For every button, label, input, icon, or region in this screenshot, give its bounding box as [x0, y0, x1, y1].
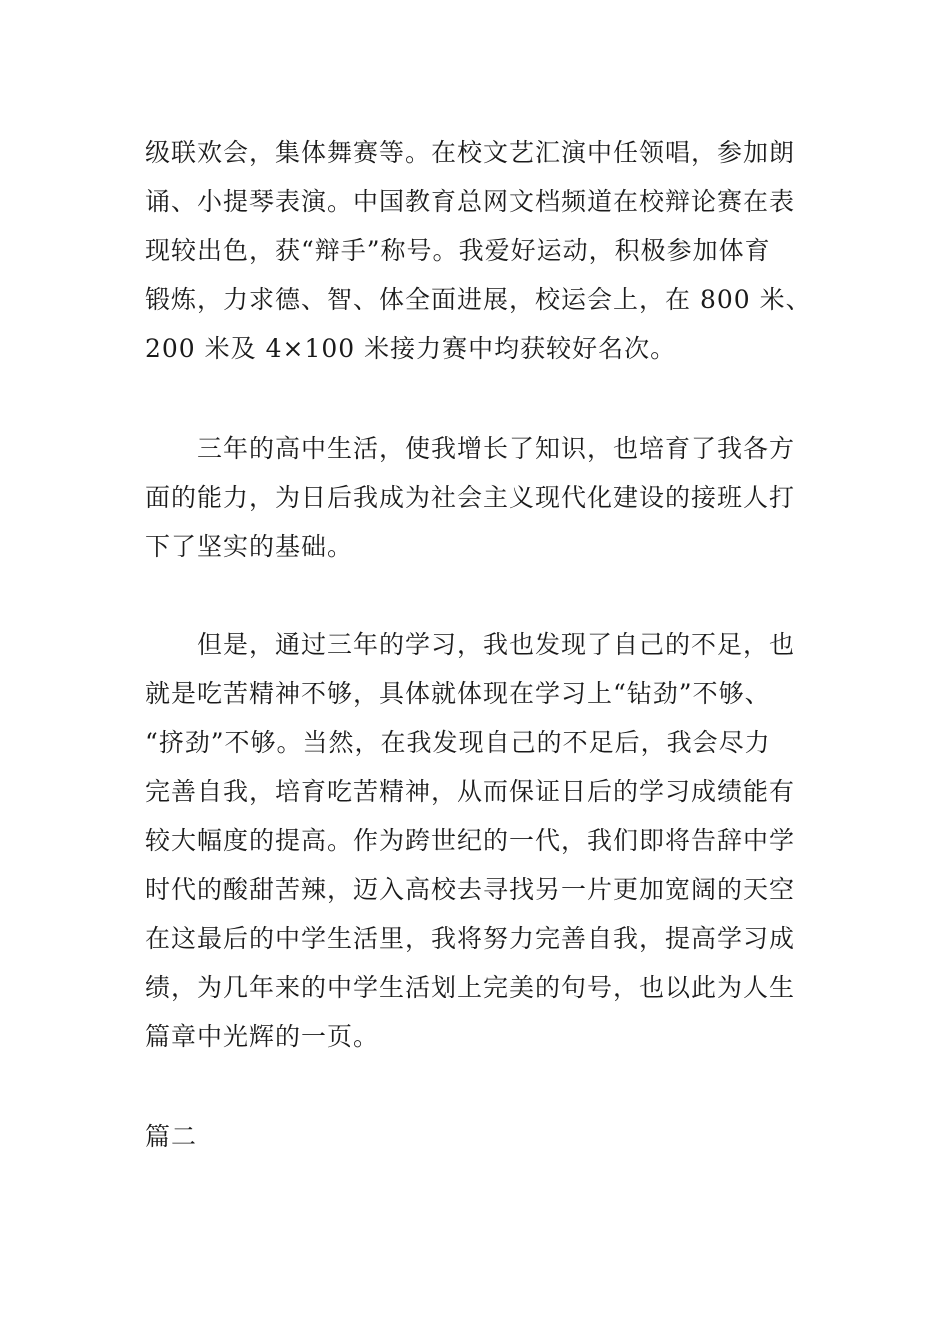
text-line: 级联欢会，集体舞赛等。在校文艺汇演中任领唱，参加朗: [145, 138, 796, 167]
text-line: 就是吃苦精神不够，具体就体现在学习上“钻劲”不够、: [145, 679, 771, 708]
text-line: 在这最后的中学生活里，我将努力完善自我，提高学习成: [145, 924, 796, 953]
text-line: 绩，为几年来的中学生活划上完美的句号，也以此为人生: [145, 973, 796, 1002]
text-line: 篇章中光辉的一页。: [145, 1022, 380, 1051]
paragraph-high-school-life: [145, 424, 825, 571]
text-line: 较大幅度的提高。作为跨世纪的一代，我们即将告辞中学: [145, 826, 796, 855]
text-line: 锻炼，力求德、智、体全面进展，校运会上，在 800 米、: [145, 285, 812, 314]
text-line: 但是，通过三年的学习，我也发现了自己的不足，也: [197, 630, 796, 659]
text-line: 诵、小提琴表演。中国教育总网文档频道在校辩论赛在表: [145, 187, 796, 216]
text-line: 下了坚实的基础。: [145, 532, 354, 561]
text-line: “挤劲”不够。当然，在我发现自己的不足后，我会尽力: [145, 728, 771, 757]
paragraph-shortcomings: [145, 620, 825, 1061]
section-heading-text: 篇二: [145, 1122, 198, 1151]
section-heading: [145, 1112, 825, 1161]
text-line: 完善自我，培育吃苦精神，从而保证日后的学习成绩能有: [145, 777, 796, 806]
text-line: 面的能力，为日后我成为社会主义现代化建设的接班人打: [145, 483, 796, 512]
text-line: 现较出色，获“辩手”称号。我爱好运动，积极参加体育: [145, 236, 771, 265]
text-line: 时代的酸甜苦辣，迈入高校去寻找另一片更加宽阔的天空: [145, 875, 796, 904]
text-line: 三年的高中生活，使我增长了知识，也培育了我各方: [197, 434, 796, 463]
text-line: 200 米及 4×100 米接力赛中均获较好名次。: [145, 334, 677, 363]
paragraph-activities: [145, 128, 825, 373]
